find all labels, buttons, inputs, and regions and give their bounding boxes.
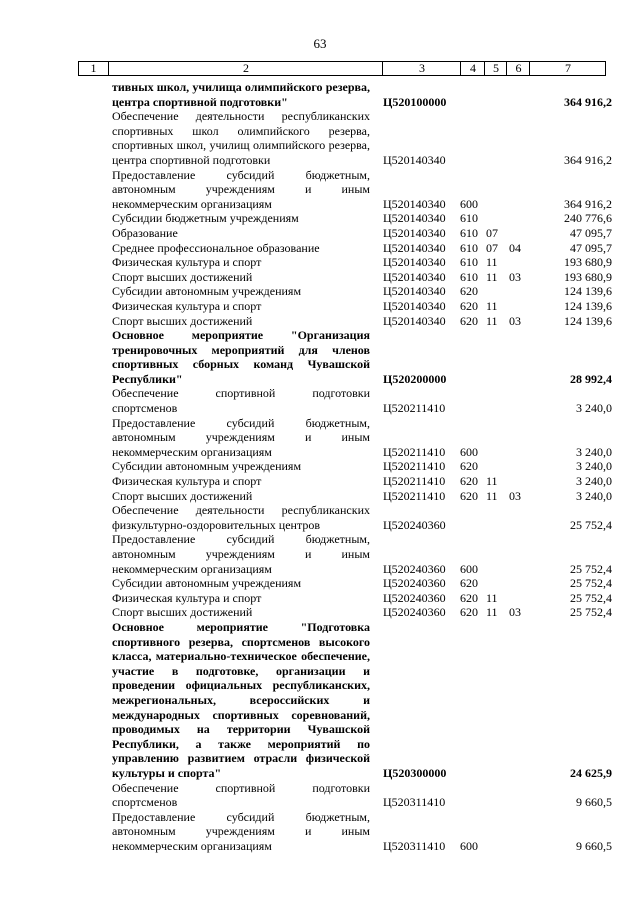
row-code: Ц520140340: [383, 225, 446, 240]
row-name: Субсидии автономным учреждениям: [112, 284, 302, 299]
row-rz: 11: [486, 488, 498, 503]
row-name: Субсидии бюджетным учреждениям: [112, 211, 299, 226]
row-name: Спорт высших достижений: [112, 488, 253, 503]
row-sum: 28 992,4: [570, 371, 612, 386]
row-code: Ц520311410: [383, 795, 446, 810]
row-rz: 11: [486, 605, 498, 620]
table-row: [112, 241, 612, 256]
row-name: Спорт высших достижений: [112, 313, 253, 328]
header-col-4: 4: [460, 62, 485, 75]
table-row: [112, 211, 612, 226]
row-name: Предоставление субсидий бюджетным, автономным учреждениям и иным некоммерческим организациям: [112, 415, 370, 459]
table-row: [112, 605, 612, 620]
row-sum: 193 680,9: [564, 255, 612, 270]
row-rz: 07: [486, 240, 498, 255]
table-row: [112, 620, 612, 781]
row-name: Физическая культура и спорт: [112, 298, 262, 313]
header-col-6: 6: [506, 62, 530, 75]
row-vr: 600: [460, 838, 478, 853]
table-row: [112, 270, 612, 285]
row-sum: 240 776,6: [564, 211, 612, 226]
row-sum: 3 240,0: [576, 474, 612, 489]
row-vr: 620: [460, 313, 478, 328]
row-vr: 620: [460, 474, 478, 489]
row-code: Ц520240360: [383, 517, 446, 532]
row-vr: 610: [460, 255, 478, 270]
row-name: Предоставление субсидий бюджетным, автономным учреждениям и иным некоммерческим организациям: [112, 532, 370, 576]
row-vr: 620: [460, 488, 478, 503]
row-sum: 3 240,0: [576, 459, 612, 474]
row-vr: 610: [460, 225, 478, 240]
row-rz: 11: [486, 255, 498, 270]
row-name: Предоставление субсидий бюджетным, автономным учреждениям и иным некоммерческим организациям: [112, 167, 370, 211]
row-sum: 47 095,7: [570, 240, 612, 255]
row-code: Ц520140340: [383, 255, 446, 270]
table-row: [112, 503, 612, 532]
row-name: Образование: [112, 225, 178, 240]
row-name: Обеспечение спортивной подготовки спортсменов: [112, 780, 370, 810]
row-name: Основное мероприятие "Организация тренировочных мероприятий для членов спортивных сборных команд Чувашской Республики": [112, 328, 370, 386]
row-sum: 124 139,6: [564, 284, 612, 299]
page-number: 63: [313, 36, 327, 51]
row-sum: 3 240,0: [576, 444, 612, 459]
row-pr: 03: [509, 605, 521, 620]
row-code: Ц520140340: [383, 298, 446, 313]
row-code: Ц520140340: [383, 284, 446, 299]
header-col-1: 1: [90, 61, 97, 75]
row-vr: 600: [460, 444, 478, 459]
row-rz: 11: [486, 474, 498, 489]
row-name: Основное мероприятие "Подготовка спортивного резерва, спортсменов высокого класса, материально-техническое обеспечение, участие в подготовке, организации и проведении официальных республиканских, межрегиональных, всероссийских и международных спортивных соревнований, проводимых на территории Чувашской Республики, а также мероприятий по управлению развитием отрасли физической культуры и спорта": [112, 619, 370, 780]
row-code: Ц520140340: [383, 152, 446, 167]
row-code: Ц520211410: [383, 401, 446, 416]
row-pr: 03: [509, 488, 521, 503]
row-vr: 610: [460, 211, 478, 226]
row-vr: 610: [460, 269, 478, 284]
row-code: Ц520140340: [383, 211, 446, 226]
header-col-2: 2: [108, 62, 383, 75]
row-vr: 620: [460, 576, 478, 591]
table-row: [112, 576, 612, 591]
row-rz: 11: [486, 298, 498, 313]
row-sum: 3 240,0: [576, 488, 612, 503]
row-vr: 620: [460, 459, 478, 474]
row-code: Ц520311410: [383, 838, 446, 853]
row-code: Ц520100000: [383, 94, 447, 109]
row-name: Обеспечение деятельности республиканских спортивных школ олимпийского резерва, спортивных школ, училищ олимпийского резерва, центра спортивной подготовки: [112, 109, 370, 167]
row-code: Ц520140340: [383, 240, 446, 255]
row-vr: 620: [460, 284, 478, 299]
table-row: [112, 109, 612, 167]
table-row: [112, 781, 612, 810]
row-name: Среднее профессиональное образование: [112, 240, 320, 255]
row-rz: 11: [486, 269, 498, 284]
row-sum: 124 139,6: [564, 298, 612, 313]
row-name: Субсидии автономным учреждениям: [112, 459, 302, 474]
header-col-7: 7: [529, 62, 606, 75]
table-row: [112, 532, 612, 576]
row-code: Ц520211410: [383, 488, 446, 503]
row-vr: 600: [460, 196, 478, 211]
row-vr: 610: [460, 240, 478, 255]
row-sum: 364 916,2: [564, 196, 612, 211]
row-code: Ц520140340: [383, 269, 446, 284]
row-name: Спорт высших достижений: [112, 605, 253, 620]
row-sum: 3 240,0: [576, 401, 612, 416]
row-vr: 620: [460, 298, 478, 313]
row-code: Ц520211410: [383, 444, 446, 459]
row-pr: 04: [509, 240, 521, 255]
row-name: Физическая культура и спорт: [112, 590, 262, 605]
table-row: [112, 474, 612, 489]
table-row: [112, 489, 612, 504]
row-code: Ц520240360: [383, 561, 446, 576]
row-vr: 620: [460, 590, 478, 605]
header-col-5: 5: [484, 62, 507, 75]
table-row: [112, 168, 612, 212]
header-col-3: 3: [382, 62, 461, 75]
row-name: Предоставление субсидий бюджетным, автономным учреждениям и иным некоммерческим организациям: [112, 809, 370, 853]
row-rz: 11: [486, 590, 498, 605]
row-sum: 25 752,4: [570, 517, 612, 532]
row-sum: 364 916,2: [564, 152, 612, 167]
row-name: Физическая культура и спорт: [112, 474, 262, 489]
table-row: [112, 328, 612, 386]
table-row: [112, 810, 612, 854]
row-sum: 25 752,4: [570, 576, 612, 591]
row-sum: 124 139,6: [564, 313, 612, 328]
row-pr: 03: [509, 269, 521, 284]
row-name: Обеспечение деятельности республиканских физкультурно-оздоровительных центров: [112, 503, 370, 532]
row-rz: 07: [486, 225, 498, 240]
row-code: Ц520240360: [383, 576, 446, 591]
row-vr: 620: [460, 605, 478, 620]
table-row: [112, 80, 612, 109]
row-code: Ц520140340: [383, 196, 446, 211]
table-row: [112, 226, 612, 241]
row-vr: 600: [460, 561, 478, 576]
row-name: Обеспечение спортивной подготовки спортсменов: [112, 386, 370, 416]
table-header: [78, 61, 606, 76]
row-sum: 25 752,4: [570, 561, 612, 576]
row-sum: 24 625,9: [570, 765, 612, 780]
row-code: Ц520211410: [383, 459, 446, 474]
row-name: Физическая культура и спорт: [112, 255, 262, 270]
row-sum: 25 752,4: [570, 605, 612, 620]
row-name: Спорт высших достижений: [112, 269, 253, 284]
row-sum: 364 916,2: [564, 94, 612, 109]
row-code: Ц520211410: [383, 474, 446, 489]
row-sum: 9 660,5: [576, 795, 612, 810]
row-name: Субсидии автономным учреждениям: [112, 576, 302, 591]
row-sum: 47 095,7: [570, 225, 612, 240]
row-code: Ц520140340: [383, 313, 446, 328]
row-sum: 9 660,5: [576, 838, 612, 853]
table-row: [112, 255, 612, 270]
row-rz: 11: [486, 313, 498, 328]
row-sum: 25 752,4: [570, 590, 612, 605]
table-body: [112, 80, 612, 853]
table-row: [112, 314, 612, 329]
row-code: Ц520240360: [383, 590, 446, 605]
row-code: Ц520200000: [383, 371, 447, 386]
row-pr: 03: [509, 313, 521, 328]
table-row: [112, 386, 612, 415]
table-row: [112, 416, 612, 460]
table-row: [112, 299, 612, 314]
table-row: [112, 284, 612, 299]
row-sum: 193 680,9: [564, 269, 612, 284]
table-row: [112, 459, 612, 474]
row-code: Ц520240360: [383, 605, 446, 620]
row-name: тивных школ, училища олимпийского резерва, центра спортивной подготовки": [112, 80, 370, 109]
table-row: [112, 591, 612, 606]
row-code: Ц520300000: [383, 765, 447, 780]
